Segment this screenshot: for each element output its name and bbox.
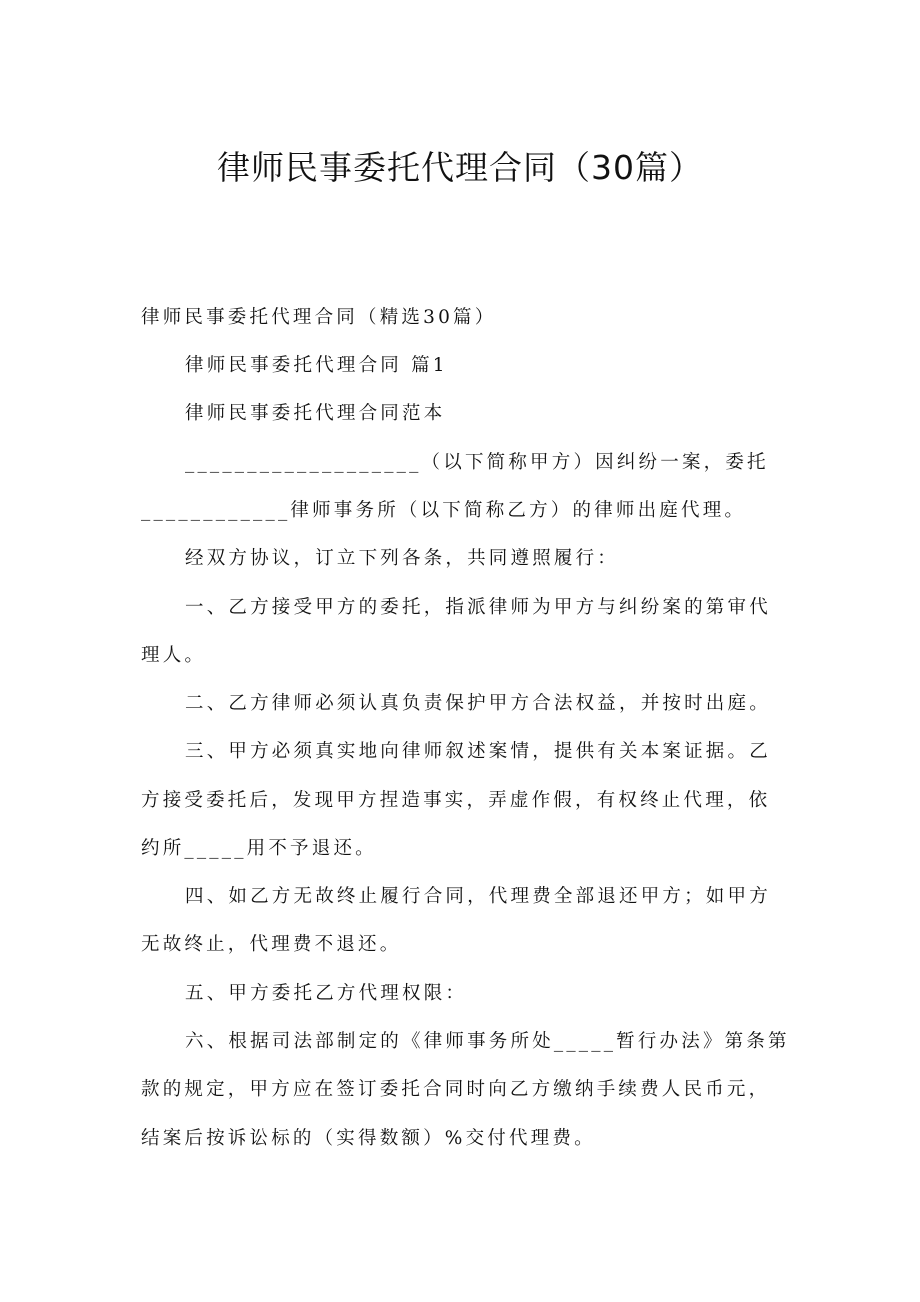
clause-3-line: 方接受委托后，发现甲方捏造事实，弄虚作假，有权终止代理，依	[141, 790, 771, 811]
clause-6-line: 结案后按诉讼标的（实得数额）%交付代理费。	[141, 1128, 596, 1149]
subtitle-line: 律师民事委托代理合同（精选30篇）	[141, 307, 497, 328]
clause-4-line: 四、如乙方无故终止履行合同，代理费全部退还甲方；如甲方	[185, 886, 771, 907]
template-heading: 律师民事委托代理合同范本	[185, 403, 446, 424]
paragraph-line: ___________________（以下简称甲方）因纠纷一案，委托	[185, 452, 769, 473]
paragraph-line: ____________律师事务所（以下简称乙方）的律师出庭代理。	[141, 500, 747, 521]
clause-3-line: 约所_____用不予退还。	[141, 838, 377, 859]
document-title: 律师民事委托代理合同（30篇）	[217, 148, 703, 187]
section-heading: 律师民事委托代理合同 篇1	[185, 355, 448, 376]
clause-1-line: 理人。	[141, 645, 207, 666]
clause-2-line: 二、乙方律师必须认真负责保护甲方合法权益，并按时出庭。	[185, 693, 771, 714]
clause-6-line: 六、根据司法部制定的《律师事务所处_____暂行办法》第条第	[185, 1031, 790, 1052]
clause-4-line: 无故终止，代理费不退还。	[141, 934, 402, 955]
paragraph-line: 经双方协议，订立下列各条，共同遵照履行：	[185, 548, 620, 569]
clause-3-line: 三、甲方必须真实地向律师叙述案情，提供有关本案证据。乙	[185, 741, 771, 762]
clause-5-line: 五、甲方委托乙方代理权限：	[185, 983, 468, 1004]
clause-1-line: 一、乙方接受甲方的委托，指派律师为甲方与纠纷案的第审代	[185, 597, 771, 618]
clause-6-line: 款的规定，甲方应在签订委托合同时向乙方缴纳手续费人民币元，	[141, 1079, 771, 1100]
